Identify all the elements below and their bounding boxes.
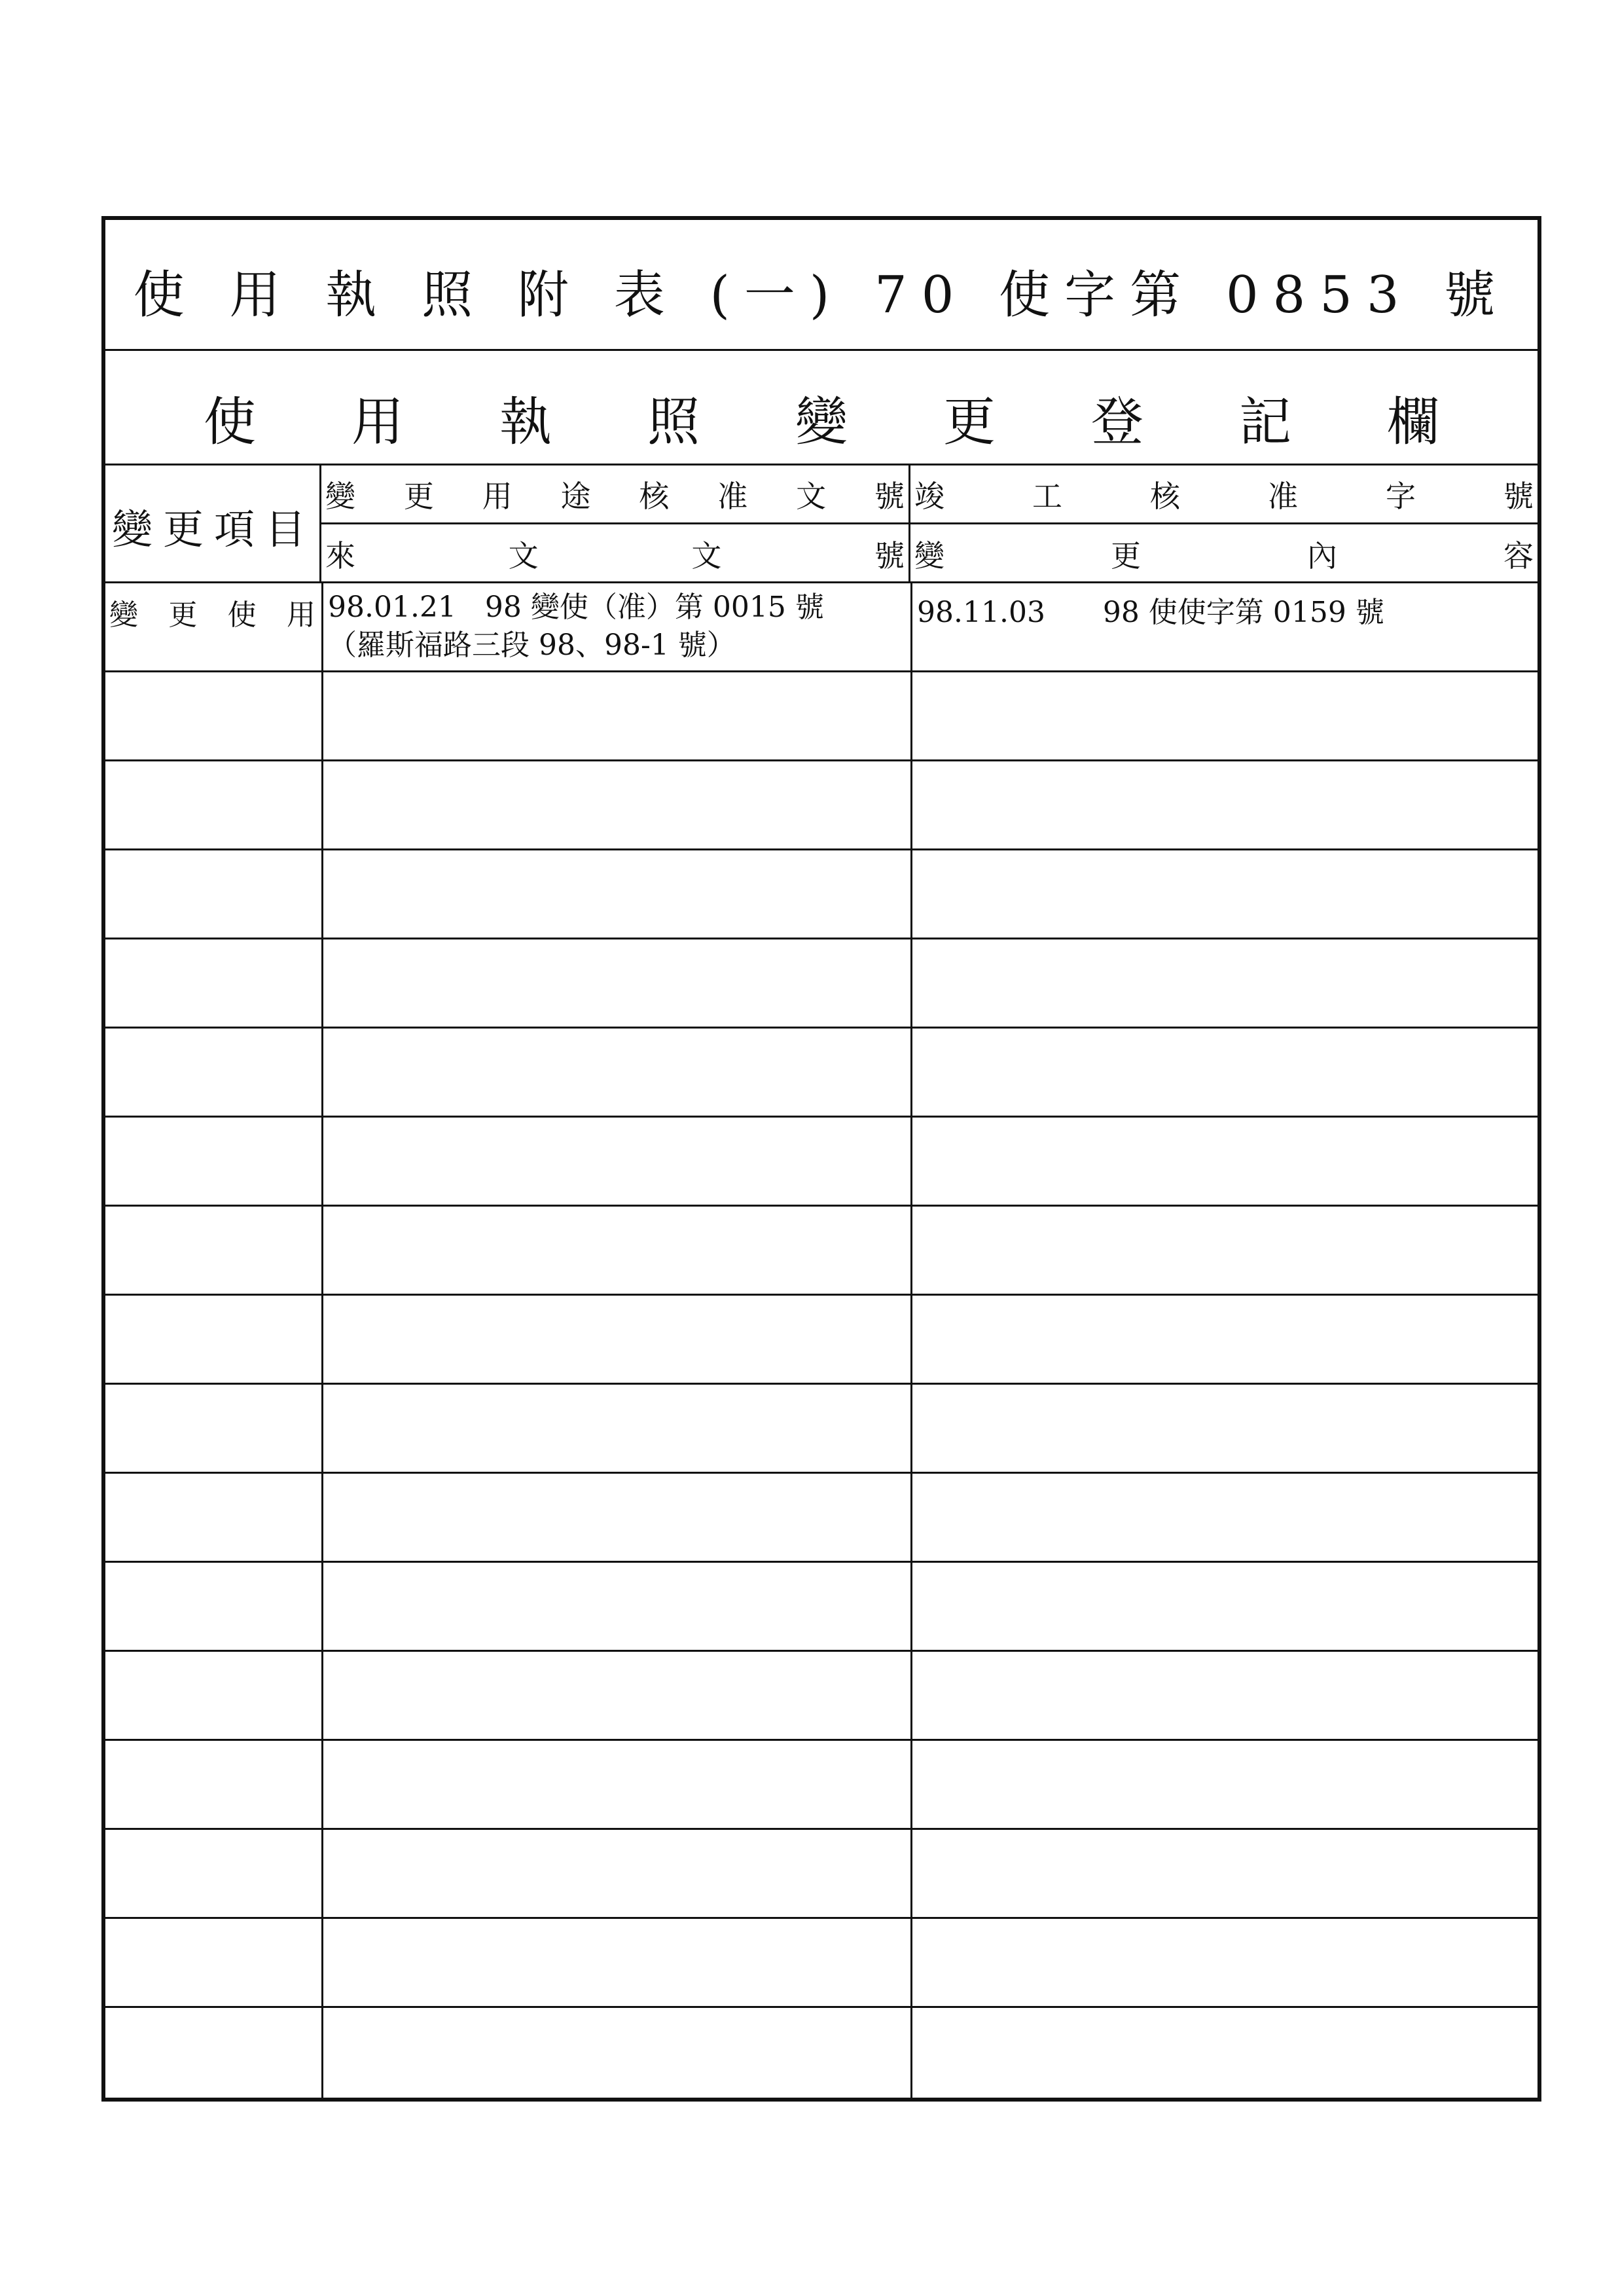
header-char: 途 — [560, 478, 591, 514]
change-item-cell — [109, 591, 315, 633]
empty-table-row — [105, 850, 1537, 939]
title-row — [105, 220, 1537, 351]
empty-table-row — [105, 1741, 1537, 1830]
license-form — [101, 216, 1541, 2102]
approval-cell — [328, 589, 824, 665]
empty-table-row — [105, 1652, 1537, 1741]
completion-cell: 98.11.03 98 使使字第 0159 號 — [917, 596, 1384, 629]
subtitle-char: 照 — [647, 392, 700, 452]
cell-char: 更 — [168, 598, 198, 632]
header-char: 竣 — [914, 478, 944, 514]
cell-char: 變 — [109, 598, 138, 632]
header-char: 核 — [1150, 478, 1180, 514]
empty-table-row — [105, 1207, 1537, 1296]
header-char: 字 — [1386, 478, 1416, 514]
empty-table-row — [105, 1830, 1537, 1919]
header-char: 更 — [403, 478, 434, 514]
header-incoming-document — [321, 524, 910, 583]
header-char: 用 — [482, 478, 512, 514]
empty-table-row — [105, 2008, 1537, 2097]
empty-table-row — [105, 1563, 1537, 1652]
header-char: 來 — [325, 538, 355, 574]
header-char: 號 — [1503, 478, 1534, 514]
header-char: 變 — [325, 478, 355, 514]
header-char: 核 — [639, 478, 670, 514]
header-char: 更 — [1111, 538, 1141, 574]
table-row — [105, 583, 1537, 672]
header-char: 號 — [874, 478, 905, 514]
header-char: 內 — [1307, 538, 1337, 574]
header-char: 文 — [796, 478, 827, 514]
header-approval-number — [321, 465, 910, 524]
header-completion-number — [910, 465, 1537, 524]
subtitle-char: 變 — [795, 392, 848, 452]
empty-table-row — [105, 1296, 1537, 1385]
empty-table-row — [105, 761, 1537, 850]
subtitle-char: 執 — [499, 392, 552, 452]
header-char: 准 — [1268, 478, 1298, 514]
empty-table-row — [105, 672, 1537, 761]
subtitle-char: 記 — [1239, 392, 1291, 452]
header-change-content — [910, 524, 1537, 583]
empty-table-row — [105, 939, 1537, 1029]
change-item-label: 變更項目 — [112, 505, 317, 553]
section-title — [204, 380, 1439, 455]
header-change-item — [105, 465, 321, 581]
table-body — [105, 583, 1537, 2098]
subtitle-char: 更 — [943, 392, 996, 452]
subtitle-row — [105, 351, 1537, 465]
header-char: 准 — [717, 478, 748, 514]
subtitle-char: 用 — [351, 392, 404, 452]
empty-table-row — [105, 1474, 1537, 1563]
header-char: 容 — [1503, 538, 1534, 574]
header-char: 文 — [508, 538, 539, 574]
subtitle-char: 欄 — [1387, 392, 1439, 452]
cell-char: 使 — [227, 598, 257, 632]
table-header — [105, 465, 1537, 583]
empty-table-row — [105, 1118, 1537, 1207]
form-title: 使 用 執 照 附 表 (一) 70 使字第 0853 號 — [133, 266, 1510, 325]
header-char: 變 — [914, 538, 944, 574]
subtitle-char: 使 — [204, 392, 256, 452]
cell-char: 用 — [286, 598, 315, 632]
approval-line-2: （羅斯福路三段 98、98-1 號） — [328, 629, 736, 662]
empty-table-row — [105, 1919, 1537, 2008]
header-char: 工 — [1032, 478, 1062, 514]
header-char: 文 — [691, 538, 722, 574]
approval-line-1: 98.01.21 98 變使（准）第 0015 號 — [328, 591, 824, 624]
header-char: 號 — [874, 538, 905, 574]
empty-table-row — [105, 1029, 1537, 1118]
subtitle-char: 登 — [1091, 392, 1143, 452]
empty-table-row — [105, 1385, 1537, 1474]
